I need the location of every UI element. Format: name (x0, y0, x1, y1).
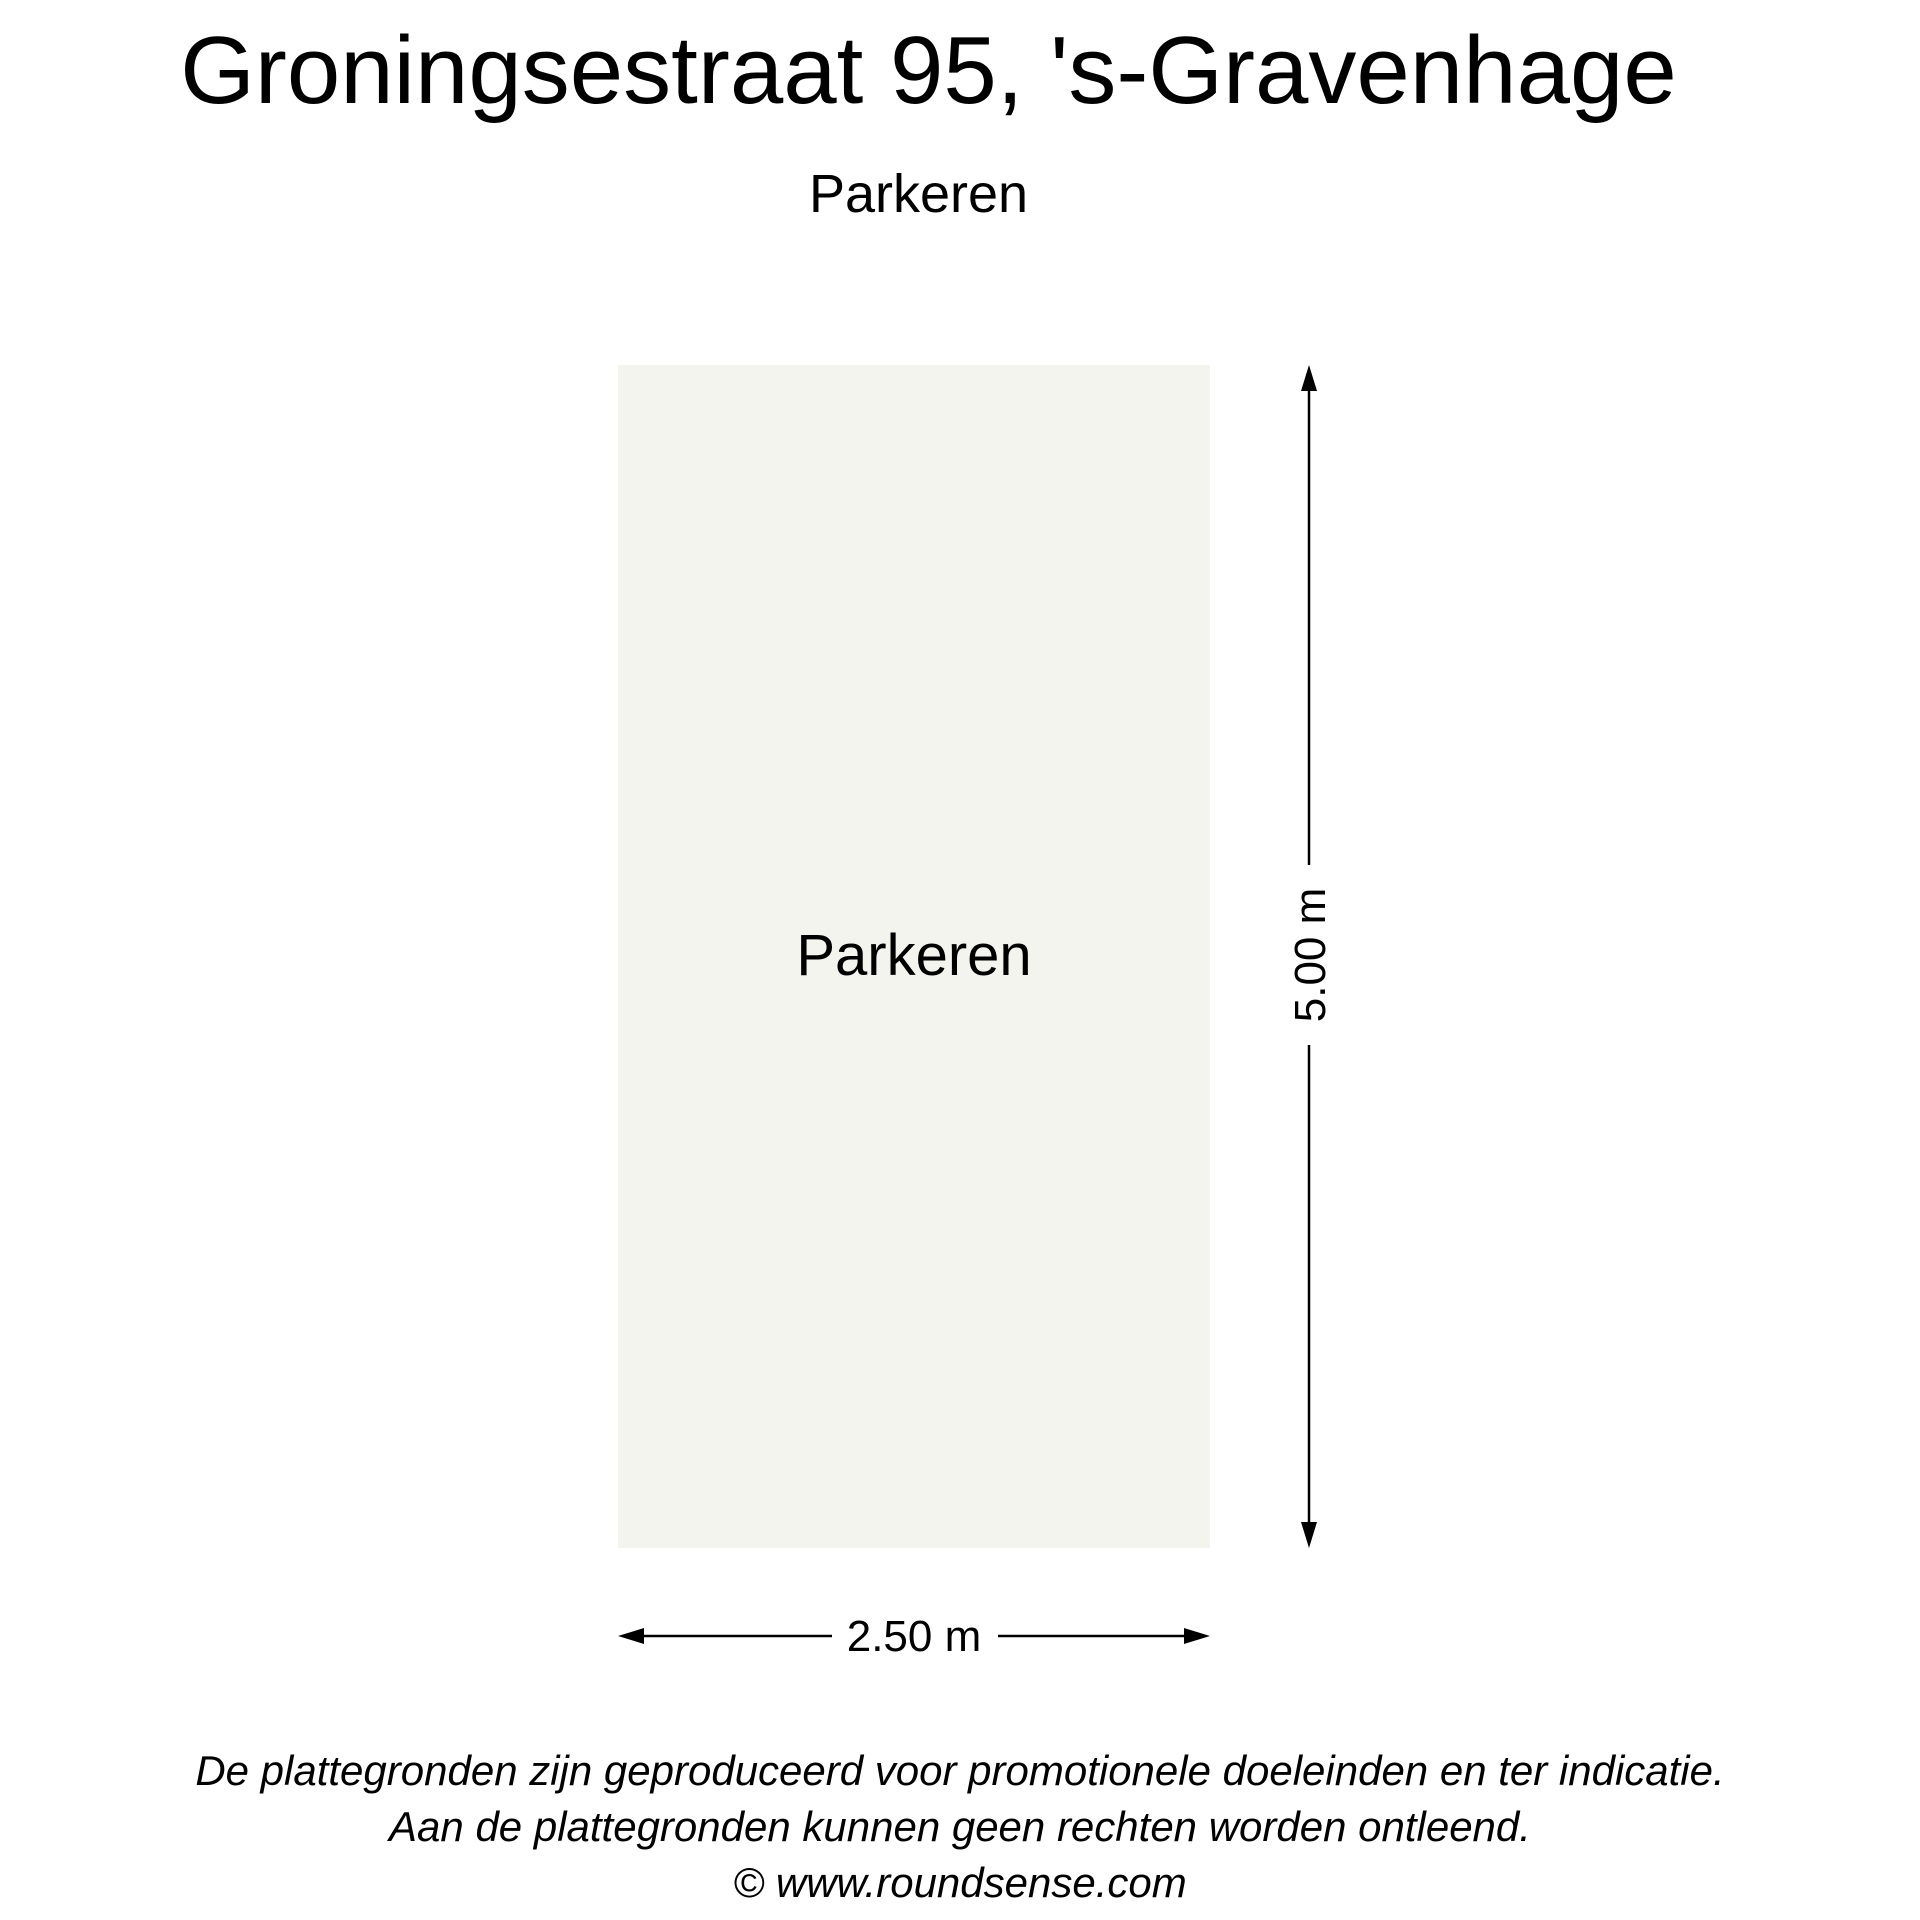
arrow-right-icon (1184, 1628, 1210, 1644)
page-title: Groningsestraat 95, 's-Gravenhage (180, 17, 1677, 124)
disclaimer-line-2: Aan de plattegronden kunnen geen rechten worden ontleend. (389, 1803, 1531, 1850)
width-dimension (618, 1612, 1210, 1661)
copyright-line: © www.roundsense.com (733, 1859, 1187, 1906)
arrow-down-icon (1301, 1522, 1317, 1548)
height-dimension (1286, 365, 1335, 1548)
height-dimension-label: 5.00 m (1286, 887, 1335, 1023)
disclaimer (0, 1743, 1920, 1911)
arrow-up-icon (1301, 365, 1317, 391)
room-label: Parkeren (796, 923, 1032, 988)
width-dimension-label: 2.50 m (846, 1612, 982, 1661)
arrow-left-icon (618, 1628, 644, 1644)
floor-name: Parkeren (808, 164, 1029, 224)
disclaimer-line-1: De plattegronden zijn geproduceerd voor promotionele doeleinden en ter indicatie. (195, 1747, 1725, 1794)
